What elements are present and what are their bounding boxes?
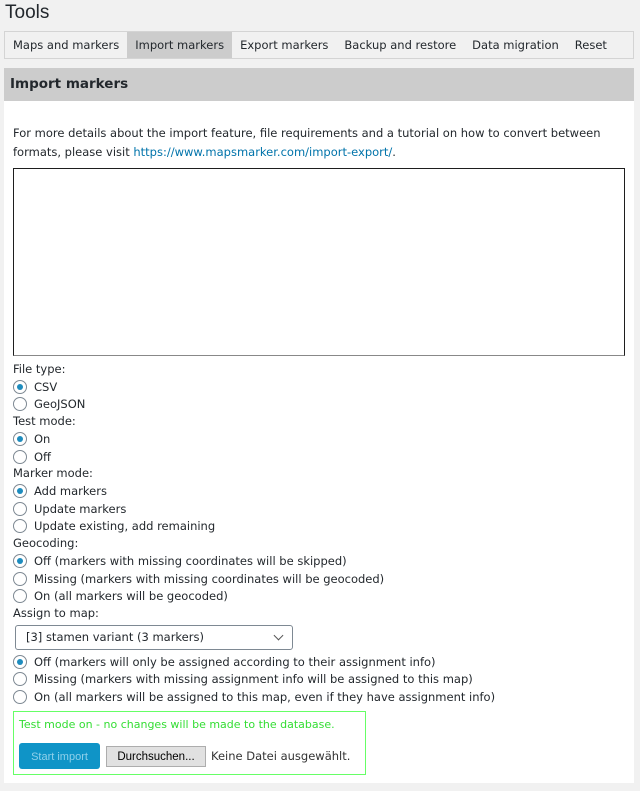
tab-import-markers[interactable]: Import markers [127, 32, 232, 58]
radio-icon[interactable] [13, 519, 27, 533]
start-import-button[interactable]: Start import [19, 743, 100, 769]
radio-label: Missing (markers with missing assignment info will be assigned to this map) [34, 672, 473, 687]
marker-mode-update[interactable] [13, 500, 628, 518]
file-type-label: File type: [13, 362, 66, 376]
radio-icon[interactable] [13, 672, 27, 686]
geocoding-missing[interactable] [13, 570, 628, 588]
radio-icon[interactable] [13, 690, 27, 704]
radio-label: Off (markers with missing coordinates will be skipped) [34, 553, 347, 568]
radio-label: Add markers [34, 484, 107, 499]
intro-sentence: For more details about the import feature, file requirements and a tutorial on how to convert between formats, please visit [13, 126, 601, 159]
radio-label: CSV [34, 379, 58, 394]
marker-mode-label: Marker mode: [13, 466, 93, 481]
file-type-csv[interactable] [13, 378, 628, 396]
intro-end: . [392, 145, 396, 159]
import-export-link[interactable]: https://www.mapsmarker.com/import-export/ [133, 145, 393, 159]
chevron-down-icon [274, 630, 284, 640]
radio-icon[interactable] [13, 397, 27, 411]
radio-label: On [34, 431, 51, 446]
assign-label: Assign to map: [13, 605, 99, 620]
radio-checked-icon[interactable] [13, 432, 27, 446]
tab-data-migration[interactable]: Data migration [472, 38, 559, 52]
notice-text: Test mode on - no changes will be made to the database. [19, 718, 335, 731]
test-mode-notice [13, 711, 366, 775]
radio-checked-icon[interactable] [13, 484, 27, 498]
radio-label: GeoJSON [34, 397, 86, 412]
assign-off[interactable] [13, 653, 628, 671]
radio-label: Update markers [34, 501, 127, 516]
radio-checked-icon[interactable] [13, 655, 27, 669]
page-title: Tools [5, 2, 50, 23]
import-panel [4, 68, 634, 783]
test-mode-off[interactable] [13, 448, 628, 466]
file-type-geojson[interactable] [13, 396, 628, 414]
panel-title: Import markers [4, 68, 634, 101]
import-log-box [13, 168, 625, 356]
intro-text [13, 124, 628, 162]
radio-label: On (all markers will be assigned to this map, even if they have assignment info) [34, 689, 496, 704]
geocoding-on[interactable] [13, 587, 628, 605]
geocoding-label: Geocoding: [13, 536, 79, 551]
select-value: [3] stamen variant (3 markers) [26, 630, 204, 645]
tab-bar [4, 31, 634, 59]
assign-map-select[interactable] [15, 625, 293, 650]
radio-label: Missing (markers with missing coordinates will be geocoded) [34, 571, 385, 586]
geocoding-off[interactable] [13, 552, 628, 570]
marker-mode-update-add[interactable] [13, 518, 628, 536]
marker-mode-add[interactable] [13, 482, 628, 500]
tab-backup-and-restore[interactable]: Backup and restore [344, 38, 457, 52]
radio-label: Off (markers will only be assigned according to their assignment info) [34, 654, 436, 669]
radio-label: Off [34, 449, 51, 464]
tab-maps-and-markers[interactable]: Maps and markers [13, 38, 120, 52]
assign-on[interactable] [13, 688, 628, 706]
test-mode-on[interactable] [13, 430, 628, 448]
radio-checked-icon[interactable] [13, 380, 27, 394]
browse-file-button[interactable]: Durchsuchen... [106, 746, 206, 767]
file-status: Keine Datei ausgewählt. [211, 749, 351, 763]
radio-label: On (all markers will be geocoded) [34, 589, 228, 604]
radio-icon[interactable] [13, 502, 27, 516]
test-mode-label: Test mode: [13, 414, 76, 429]
radio-checked-icon[interactable] [13, 554, 27, 568]
radio-icon[interactable] [13, 450, 27, 464]
assign-missing[interactable] [13, 671, 628, 689]
import-form [13, 361, 628, 706]
radio-label: Update existing, add remaining [34, 519, 216, 534]
radio-icon[interactable] [13, 589, 27, 603]
tab-reset[interactable]: Reset [574, 38, 607, 52]
tab-export-markers[interactable]: Export markers [240, 38, 329, 52]
radio-icon[interactable] [13, 572, 27, 586]
